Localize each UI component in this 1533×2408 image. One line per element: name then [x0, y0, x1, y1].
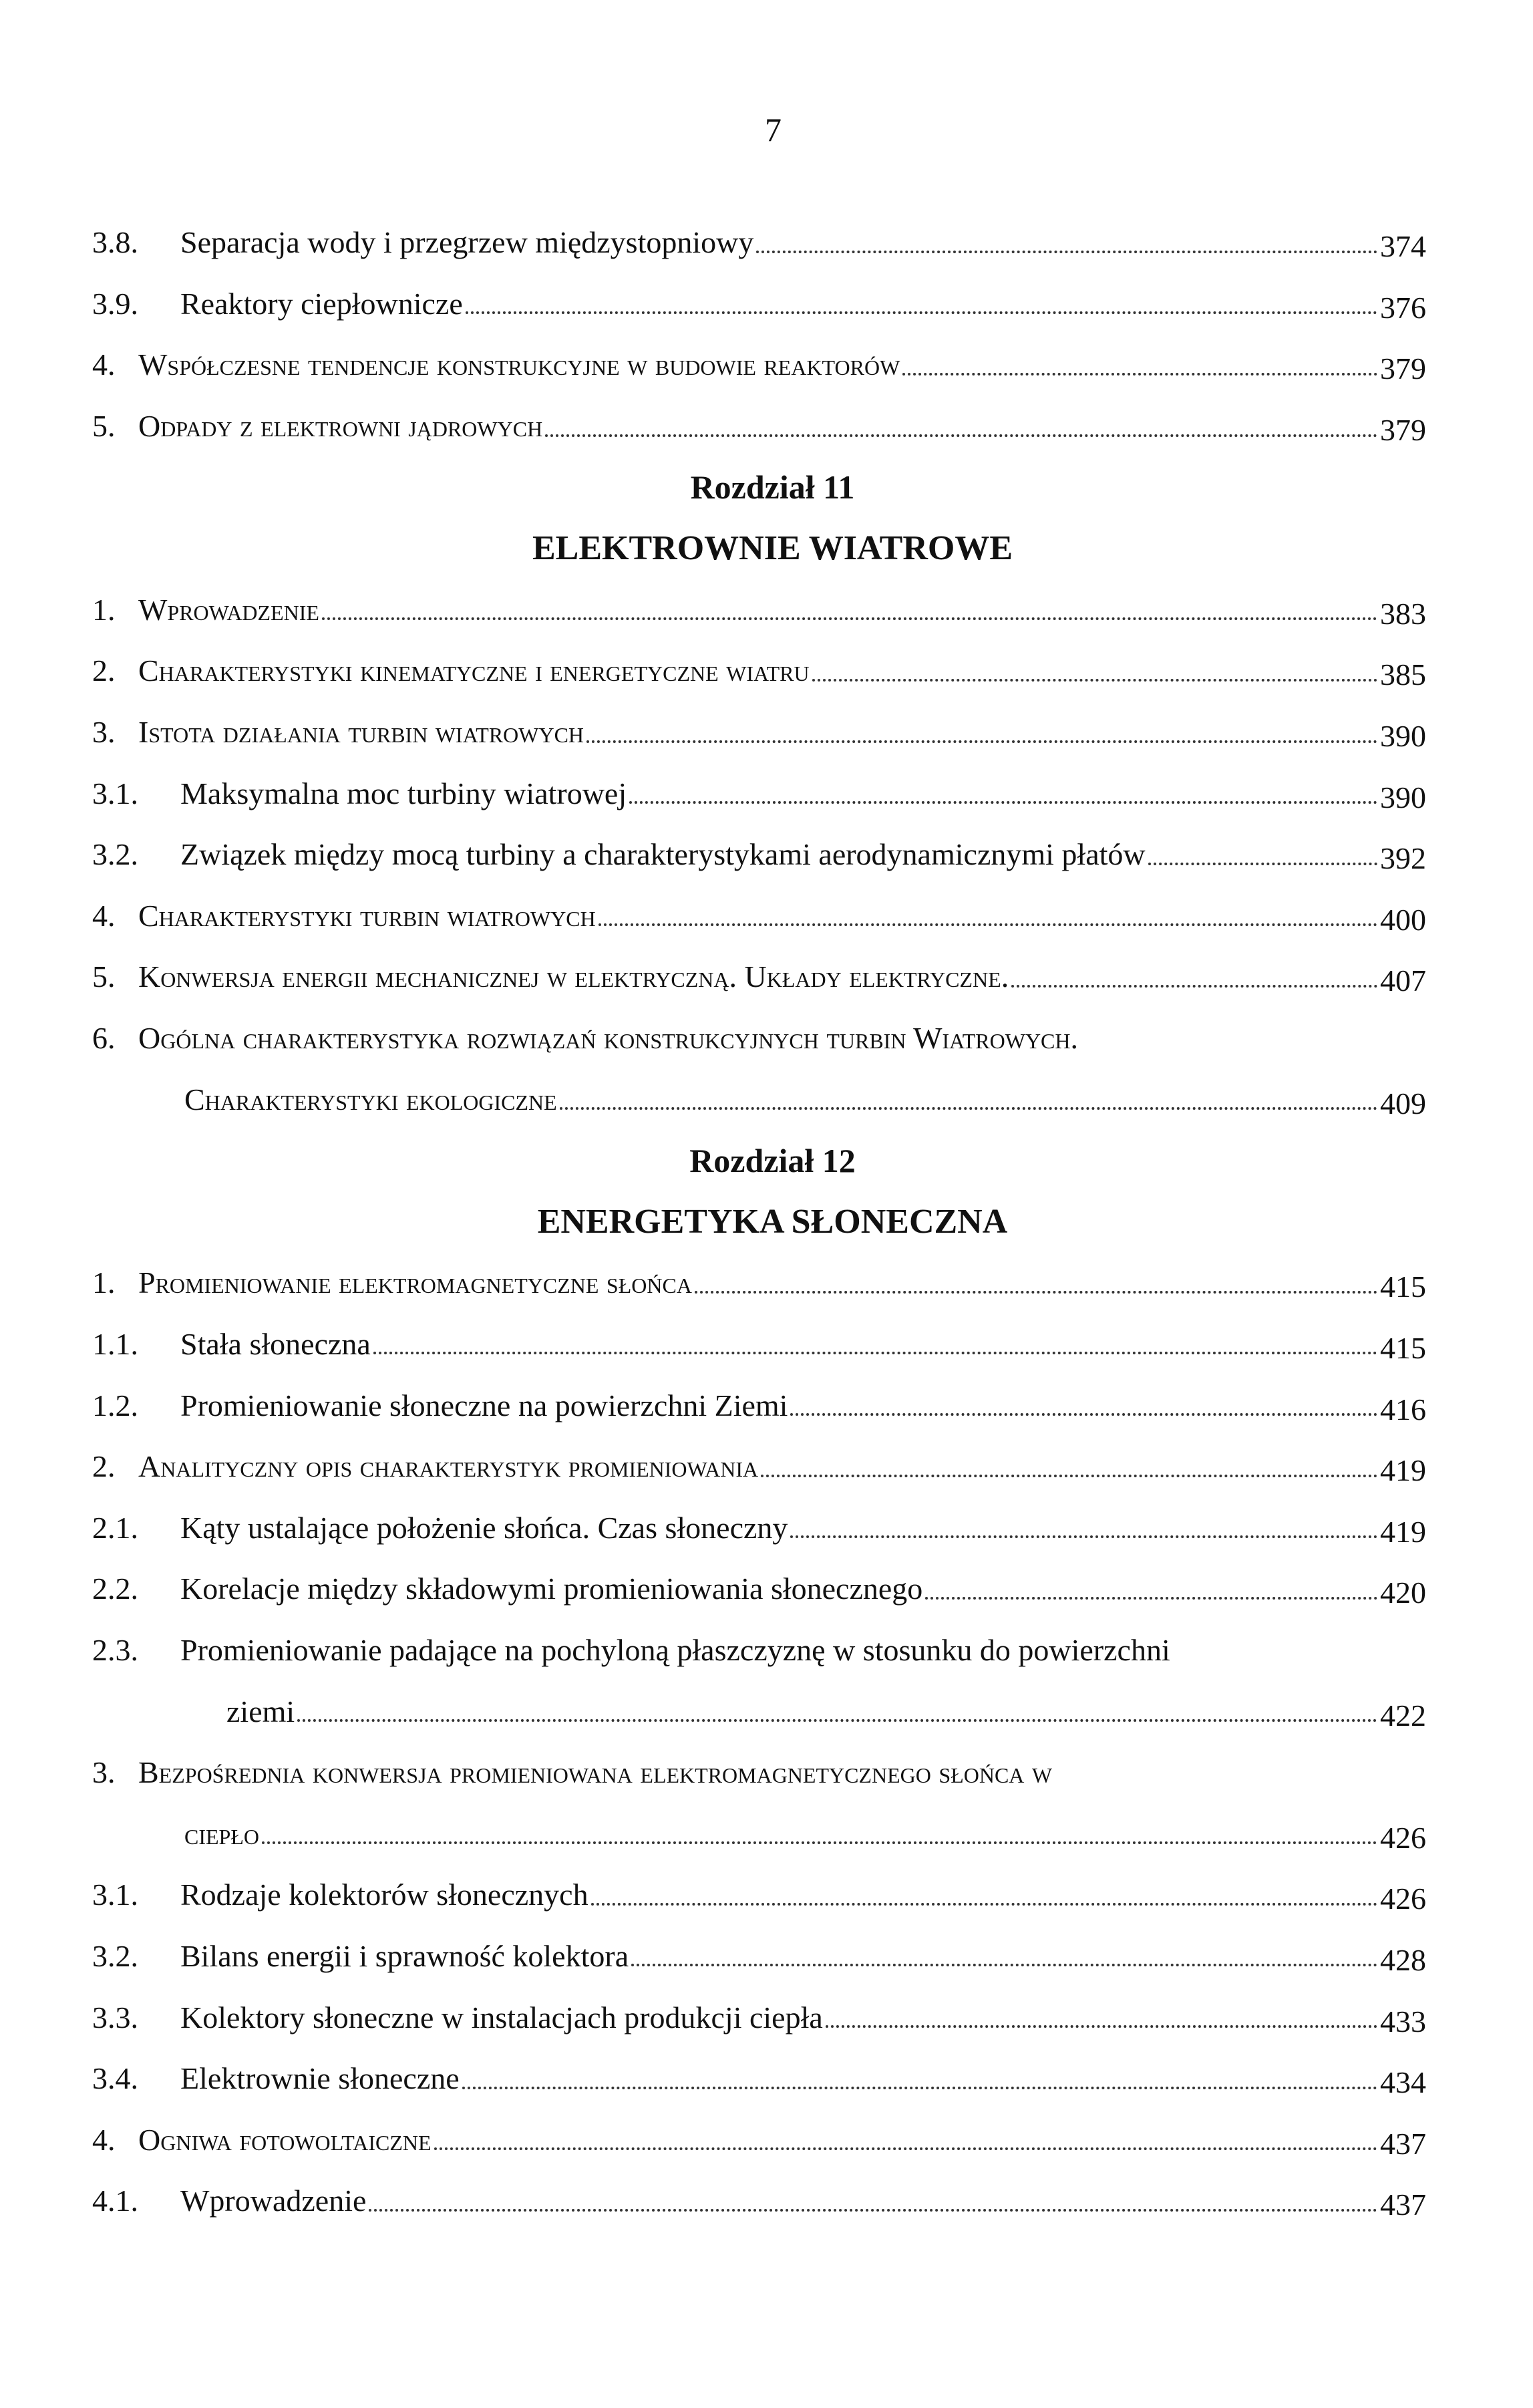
chapter-label — [92, 1130, 1426, 1191]
entry-page: 374 — [1380, 229, 1426, 264]
toc-entry[interactable] — [92, 640, 1426, 702]
toc-entry[interactable] — [92, 1008, 1426, 1069]
entry-title: Wprowadzenie — [180, 2184, 367, 2218]
dot-leader — [812, 679, 1377, 682]
entry-page: 433 — [1380, 2004, 1426, 2039]
dot-leader — [925, 1597, 1377, 1600]
toc-entry[interactable] — [92, 212, 1426, 273]
toc-entry[interactable] — [92, 1986, 1426, 2048]
entry-number: 1. — [92, 1265, 116, 1300]
entry-title: Związek między mocą turbiny a charakterystykami aerodynamicznymi płatów — [180, 837, 1146, 872]
toc-entry[interactable] — [92, 946, 1426, 1008]
dot-leader — [586, 740, 1377, 743]
entry-page: 390 — [1380, 719, 1426, 754]
dot-leader — [545, 434, 1377, 437]
entry-number: 4. — [92, 2122, 116, 2157]
entry-number: 3.2. — [92, 1938, 138, 1973]
entry-page: 416 — [1380, 1392, 1426, 1426]
dot-leader — [761, 1475, 1377, 1477]
entry-title: Promieniowanie padające na pochyloną płaszczyznę w stosunku do powierzchni — [180, 1632, 1170, 1667]
dot-leader — [826, 2025, 1377, 2028]
entry-number: 3. — [92, 715, 116, 750]
entry-number: 3. — [92, 1755, 116, 1790]
dot-leader — [462, 2087, 1377, 2089]
toc-entry[interactable] — [92, 1742, 1426, 1803]
dot-leader — [297, 1719, 1377, 1722]
dot-leader — [629, 801, 1377, 804]
entry-title: Analityczny opis charakterystyk promieniowania — [138, 1449, 759, 1484]
entry-title: Promieniowanie słoneczne na powierzchni Ziemi — [180, 1388, 788, 1422]
entry-title: Odpady z elektrowni jądrowych — [138, 409, 543, 444]
page-number: 7 — [765, 111, 782, 148]
entry-number: 1.2. — [92, 1388, 138, 1422]
entry-page: 437 — [1380, 2126, 1426, 2161]
entry-title: Korelacje między składowymi promieniowania słonecznego — [180, 1571, 923, 1606]
entry-title: Stała słoneczna — [180, 1326, 371, 1361]
entry-title: Ogniwa fotowoltaiczne — [138, 2122, 432, 2157]
entry-title: Charakterystyki ekologiczne — [184, 1082, 557, 1116]
entry-title: Rodzaje kolektorów słonecznych — [180, 1877, 588, 1912]
entry-title: Promieniowanie elektromagnetyczne słońca — [138, 1265, 692, 1300]
toc-entry[interactable] — [92, 1926, 1426, 1987]
entry-number: 4. — [92, 898, 116, 933]
entry-title: Bezpośrednia konwersja promieniowana elektromagnetycznego słońca w — [138, 1755, 1053, 1790]
entry-page: 420 — [1380, 1575, 1426, 1610]
entry-number: 4. — [92, 347, 116, 382]
toc-entry[interactable] — [92, 396, 1426, 457]
dot-leader — [322, 617, 1377, 620]
entry-title: Charakterystyki kinematyczne i energetyczne wiatru — [138, 653, 810, 688]
toc-entry[interactable] — [92, 762, 1426, 824]
entry-number: 3.3. — [92, 2000, 138, 2035]
toc-entry[interactable] — [92, 1558, 1426, 1620]
entry-number: 3.1. — [92, 776, 138, 810]
toc-entry[interactable] — [92, 1436, 1426, 1497]
entry-number: 6. — [92, 1021, 116, 1056]
entry-title: Reaktory ciepłownicze — [180, 286, 463, 321]
entry-page: 419 — [1380, 1453, 1426, 1488]
heading-text: ENERGETYKA SŁONECZNA — [537, 1202, 1008, 1241]
dot-leader — [756, 251, 1377, 253]
entry-title: Istota działania turbin wiatrowych — [138, 715, 584, 750]
entry-title: Separacja wody i przegrzew międzystopniowy — [180, 225, 754, 260]
toc-entry[interactable] — [92, 1374, 1426, 1436]
toc-entry-continuation[interactable] — [92, 1680, 1426, 1742]
entry-title: Bilans energii i sprawność kolektora — [180, 1938, 629, 1973]
entry-number: 2. — [92, 653, 116, 688]
entry-page: 434 — [1380, 2065, 1426, 2100]
entry-number: 4.1. — [92, 2184, 138, 2218]
entry-number: 2.2. — [92, 1571, 138, 1606]
toc-entry[interactable] — [92, 334, 1426, 396]
entry-page: 437 — [1380, 2188, 1426, 2222]
dot-leader — [695, 1291, 1377, 1294]
entry-number: 3.2. — [92, 837, 138, 872]
dot-leader — [560, 1107, 1377, 1110]
toc-entry[interactable] — [92, 702, 1426, 763]
toc-entry[interactable] — [92, 1497, 1426, 1558]
toc-entry[interactable] — [92, 1314, 1426, 1375]
entry-title: Charakterystyki turbin wiatrowych — [138, 898, 596, 933]
dot-leader — [1011, 985, 1377, 988]
entry-title: Elektrownie słoneczne — [180, 2061, 460, 2096]
chapter-title — [92, 518, 1426, 579]
entry-page: 392 — [1380, 841, 1426, 876]
toc-entry-continuation[interactable] — [92, 1803, 1426, 1864]
entry-page: 422 — [1380, 1698, 1426, 1733]
entry-page: 426 — [1380, 1882, 1426, 1916]
entry-page: 390 — [1380, 780, 1426, 814]
dot-leader — [902, 373, 1377, 375]
entry-page: 409 — [1380, 1086, 1426, 1120]
entry-page: 415 — [1380, 1269, 1426, 1304]
chapter-title — [92, 1191, 1426, 1253]
entry-title: Konwersja energii mechanicznej w elektryczną. Układy elektryczne. — [138, 959, 1009, 994]
dot-leader — [466, 311, 1377, 314]
entry-number: 3.1. — [92, 1877, 138, 1912]
dot-leader — [631, 1964, 1377, 1966]
heading-text: Rozdział 12 — [689, 1141, 856, 1179]
entry-title: Ogólna charakterystyka rozwiązań konstrukcyjnych turbin Wiatrowych. — [138, 1021, 1079, 1056]
entry-page: 383 — [1380, 596, 1426, 631]
entry-page: 407 — [1380, 963, 1426, 998]
entry-number: 5. — [92, 959, 116, 994]
entry-page: 376 — [1380, 290, 1426, 325]
entry-number: 2.3. — [92, 1632, 138, 1667]
entry-number: 2.1. — [92, 1510, 138, 1545]
toc-entry[interactable] — [92, 579, 1426, 641]
dot-leader — [790, 1535, 1377, 1538]
toc-entry[interactable] — [92, 2170, 1426, 2232]
entry-title: Współczesne tendencje konstrukcyjne w budowie reaktorów — [138, 347, 900, 382]
entry-page: 426 — [1380, 1820, 1426, 1855]
toc-entry[interactable] — [92, 1620, 1426, 1681]
toc-entry[interactable] — [92, 2109, 1426, 2170]
chapter-label — [92, 456, 1426, 518]
entry-number: 3.4. — [92, 2061, 138, 2096]
toc-entry[interactable] — [92, 273, 1426, 335]
entry-page: 415 — [1380, 1330, 1426, 1365]
dot-leader — [1148, 863, 1377, 865]
entry-title: Kolektory słoneczne w instalacjach produkcji ciepła — [180, 2000, 823, 2035]
entry-number: 5. — [92, 409, 116, 444]
dot-leader — [373, 1352, 1377, 1354]
toc-entry[interactable] — [92, 885, 1426, 947]
entry-page: 385 — [1380, 657, 1426, 692]
entry-page: 400 — [1380, 902, 1426, 937]
toc-entry-continuation[interactable] — [92, 1068, 1426, 1130]
entry-title: Maksymalna moc turbiny wiatrowej — [180, 776, 627, 810]
dot-leader — [790, 1413, 1377, 1416]
entry-number: 3.9. — [92, 286, 138, 321]
entry-number: 1. — [92, 592, 116, 627]
entry-title: ziemi — [226, 1694, 295, 1728]
toc-entry[interactable] — [92, 824, 1426, 885]
heading-text: Rozdział 11 — [690, 468, 855, 506]
entry-title: Kąty ustalające położenie słońca. Czas słoneczny — [180, 1510, 788, 1545]
entry-title: ciepło — [184, 1816, 259, 1851]
entry-page: 428 — [1380, 1942, 1426, 1977]
entry-number: 2. — [92, 1449, 116, 1484]
dot-leader — [434, 2147, 1377, 2150]
dot-leader — [369, 2209, 1377, 2212]
toc-entry[interactable] — [92, 2048, 1426, 2109]
entry-number: 3.8. — [92, 225, 138, 260]
table-of-contents — [92, 212, 1426, 2232]
entry-page: 379 — [1380, 351, 1426, 386]
dot-leader — [262, 1841, 1377, 1844]
entry-page: 419 — [1380, 1514, 1426, 1549]
entry-page: 379 — [1380, 413, 1426, 448]
dot-leader — [591, 1903, 1377, 1906]
entry-number: 1.1. — [92, 1326, 138, 1361]
toc-entry[interactable] — [92, 1252, 1426, 1314]
heading-text: ELEKTROWNIE WIATROWE — [532, 529, 1013, 568]
dot-leader — [599, 923, 1377, 926]
toc-entry[interactable] — [92, 1864, 1426, 1926]
entry-title: Wprowadzenie — [138, 592, 319, 627]
